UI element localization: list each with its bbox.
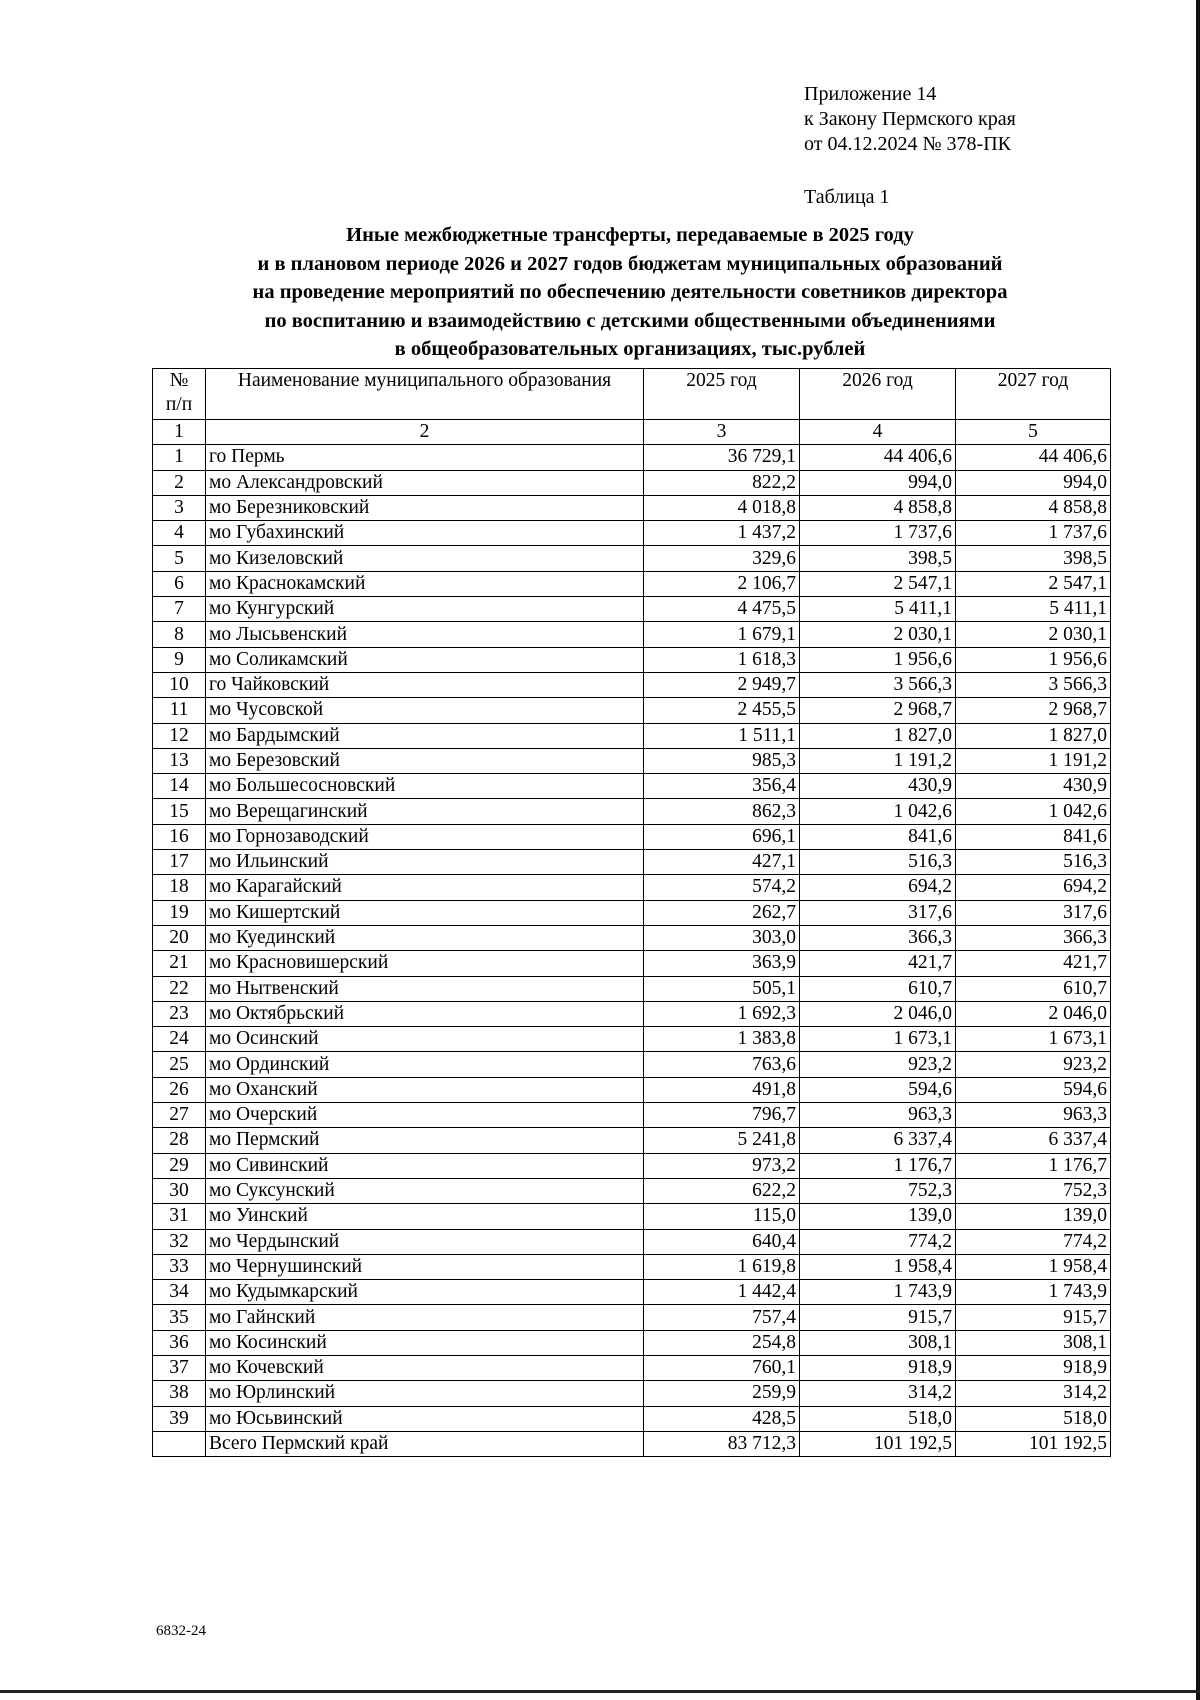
appendix-line-1: Приложение 14 [804, 83, 937, 105]
value-2026: 1 956,6 [800, 647, 956, 672]
value-2026: 398,5 [800, 546, 956, 571]
value-2025: 574,2 [644, 875, 800, 900]
table-row [153, 1254, 1111, 1279]
value-2026: 694,2 [800, 875, 956, 900]
value-2027: 1 737,6 [956, 521, 1111, 546]
municipality-name: мо Кишертский [206, 900, 644, 925]
value-2027: 918,9 [956, 1355, 1111, 1380]
value-2025: 4 018,8 [644, 495, 800, 520]
municipality-name: мо Сивинский [206, 1153, 644, 1178]
municipality-name: мо Краснокамский [206, 571, 644, 596]
value-2027: 841,6 [956, 824, 1111, 849]
row-number: 17 [153, 850, 206, 875]
table-row [153, 1381, 1111, 1406]
value-2026: 308,1 [800, 1330, 956, 1355]
table-row [153, 597, 1111, 622]
total-2027: 101 192,5 [956, 1431, 1111, 1456]
value-2025: 1 437,2 [644, 521, 800, 546]
value-2025: 505,1 [644, 976, 800, 1001]
table-row [153, 900, 1111, 925]
value-2025: 1 383,8 [644, 1027, 800, 1052]
value-2027: 317,6 [956, 900, 1111, 925]
municipality-name: мо Юрлинский [206, 1381, 644, 1406]
value-2027: 314,2 [956, 1381, 1111, 1406]
row-number: 10 [153, 672, 206, 697]
table-row [153, 470, 1111, 495]
value-2026: 1 042,6 [800, 799, 956, 824]
table-row [153, 647, 1111, 672]
value-2025: 356,4 [644, 774, 800, 799]
table-row [153, 1128, 1111, 1153]
row-number: 28 [153, 1128, 206, 1153]
table-row [153, 521, 1111, 546]
municipality-name: мо Александровский [206, 470, 644, 495]
row-number: 29 [153, 1153, 206, 1178]
value-2025: 1 618,3 [644, 647, 800, 672]
value-2026: 421,7 [800, 951, 956, 976]
table-row [153, 1077, 1111, 1102]
row-number: 35 [153, 1305, 206, 1330]
table-row [153, 1330, 1111, 1355]
value-2027: 994,0 [956, 470, 1111, 495]
row-number: 27 [153, 1103, 206, 1128]
title-line-5: в общеобразовательных организациях, тыс.рублей [394, 338, 866, 361]
value-2026: 6 337,4 [800, 1128, 956, 1153]
row-number: 7 [153, 597, 206, 622]
column-number: 3 [644, 420, 800, 445]
row-number: 13 [153, 748, 206, 773]
row-number: 23 [153, 1001, 206, 1026]
municipality-name: мо Уинский [206, 1204, 644, 1229]
row-number: 20 [153, 925, 206, 950]
value-2027: 1 958,4 [956, 1254, 1111, 1279]
table-row [153, 622, 1111, 647]
value-2025: 973,2 [644, 1153, 800, 1178]
total-2026: 101 192,5 [800, 1431, 956, 1456]
table-row [153, 799, 1111, 824]
row-number: 30 [153, 1178, 206, 1203]
total-row [153, 1431, 1111, 1456]
row-number: 22 [153, 976, 206, 1001]
value-2025: 2 106,7 [644, 571, 800, 596]
value-2027: 923,2 [956, 1052, 1111, 1077]
value-2027: 430,9 [956, 774, 1111, 799]
value-2026: 594,6 [800, 1077, 956, 1102]
row-number: 24 [153, 1027, 206, 1052]
municipality-name: мо Кочевский [206, 1355, 644, 1380]
row-number: 39 [153, 1406, 206, 1431]
value-2027: 1 827,0 [956, 723, 1111, 748]
scan-edge-bar [1196, 0, 1200, 1700]
value-2025: 796,7 [644, 1103, 800, 1128]
header-name: Наименование муниципального образования [206, 369, 644, 420]
value-2027: 774,2 [956, 1229, 1111, 1254]
value-2025: 262,7 [644, 900, 800, 925]
column-number: 2 [206, 420, 644, 445]
value-2025: 303,0 [644, 925, 800, 950]
value-2026: 1 191,2 [800, 748, 956, 773]
value-2027: 518,0 [956, 1406, 1111, 1431]
table-row [153, 445, 1111, 470]
value-2027: 1 191,2 [956, 748, 1111, 773]
municipality-name: мо Кудымкарский [206, 1280, 644, 1305]
value-2027: 610,7 [956, 976, 1111, 1001]
table-row [153, 976, 1111, 1001]
row-number: 1 [153, 445, 206, 470]
value-2026: 314,2 [800, 1381, 956, 1406]
total-number [153, 1431, 206, 1456]
row-number: 26 [153, 1077, 206, 1102]
row-number: 37 [153, 1355, 206, 1380]
table-row [153, 698, 1111, 723]
header-2025: 2025 год [644, 369, 800, 420]
title-line-3: на проведение мероприятий по обеспечению деятельности советников директора [252, 281, 1008, 304]
row-number: 33 [153, 1254, 206, 1279]
value-2025: 1 619,8 [644, 1254, 800, 1279]
municipality-name: мо Нытвенский [206, 976, 644, 1001]
municipality-name: мо Верещагинский [206, 799, 644, 824]
municipality-name: мо Лысьвенский [206, 622, 644, 647]
municipality-name: мо Осинский [206, 1027, 644, 1052]
value-2026: 430,9 [800, 774, 956, 799]
municipality-name: мо Косинский [206, 1330, 644, 1355]
value-2027: 516,3 [956, 850, 1111, 875]
title-line-1: Иные межбюджетные трансферты, передаваемые в 2025 году [346, 224, 914, 246]
row-number: 25 [153, 1052, 206, 1077]
table-row [153, 824, 1111, 849]
municipality-name: мо Карагайский [206, 875, 644, 900]
municipality-name: мо Оханский [206, 1077, 644, 1102]
row-number: 12 [153, 723, 206, 748]
value-2026: 2 547,1 [800, 571, 956, 596]
value-2025: 4 475,5 [644, 597, 800, 622]
table-row [153, 546, 1111, 571]
transfers-table [152, 368, 1111, 1457]
column-number: 5 [956, 420, 1111, 445]
value-2025: 822,2 [644, 470, 800, 495]
header-number-line-2: п/п [165, 394, 193, 415]
column-number: 4 [800, 420, 956, 445]
title-line-4: по воспитанию и взаимодействию с детскими общественными объединениями [264, 309, 996, 332]
table-row [153, 571, 1111, 596]
value-2027: 2 030,1 [956, 622, 1111, 647]
value-2025: 329,6 [644, 546, 800, 571]
total-label: Всего Пермский край [206, 1431, 644, 1456]
municipality-name: мо Кизеловский [206, 546, 644, 571]
value-2025: 760,1 [644, 1355, 800, 1380]
table-label: Таблица 1 [804, 186, 890, 208]
value-2026: 915,7 [800, 1305, 956, 1330]
value-2027: 1 176,7 [956, 1153, 1111, 1178]
value-2025: 2 949,7 [644, 672, 800, 697]
municipality-name: мо Соликамский [206, 647, 644, 672]
value-2025: 428,5 [644, 1406, 800, 1431]
column-number: 1 [153, 420, 206, 445]
value-2025: 259,9 [644, 1381, 800, 1406]
value-2027: 2 046,0 [956, 1001, 1111, 1026]
value-2025: 1 511,1 [644, 723, 800, 748]
value-2025: 363,9 [644, 951, 800, 976]
value-2027: 2 547,1 [956, 571, 1111, 596]
value-2026: 610,7 [800, 976, 956, 1001]
value-2026: 2 046,0 [800, 1001, 956, 1026]
municipality-name: мо Октябрьский [206, 1001, 644, 1026]
value-2026: 516,3 [800, 850, 956, 875]
municipality-name: мо Кунгурский [206, 597, 644, 622]
total-2025: 83 712,3 [644, 1431, 800, 1456]
row-number: 4 [153, 521, 206, 546]
table-row [153, 1103, 1111, 1128]
municipality-name: мо Бардымский [206, 723, 644, 748]
table-row [153, 774, 1111, 799]
header-number-line-1: № [169, 370, 189, 391]
municipality-name: мо Губахинский [206, 521, 644, 546]
row-number: 34 [153, 1280, 206, 1305]
value-2027: 6 337,4 [956, 1128, 1111, 1153]
row-number: 19 [153, 900, 206, 925]
value-2026: 2 968,7 [800, 698, 956, 723]
value-2026: 918,9 [800, 1355, 956, 1380]
municipality-name: мо Березовский [206, 748, 644, 773]
value-2027: 1 743,9 [956, 1280, 1111, 1305]
municipality-name: го Пермь [206, 445, 644, 470]
value-2025: 1 442,4 [644, 1280, 800, 1305]
row-number: 14 [153, 774, 206, 799]
value-2025: 5 241,8 [644, 1128, 800, 1153]
row-number: 6 [153, 571, 206, 596]
table-row [153, 1001, 1111, 1026]
value-2027: 3 566,3 [956, 672, 1111, 697]
table-row [153, 925, 1111, 950]
table-row [153, 495, 1111, 520]
value-2025: 763,6 [644, 1052, 800, 1077]
value-2026: 841,6 [800, 824, 956, 849]
value-2026: 963,3 [800, 1103, 956, 1128]
municipality-name: мо Ординский [206, 1052, 644, 1077]
value-2027: 1 673,1 [956, 1027, 1111, 1052]
table-row [153, 748, 1111, 773]
municipality-name: мо Юсьвинский [206, 1406, 644, 1431]
table-row [153, 1280, 1111, 1305]
row-number: 32 [153, 1229, 206, 1254]
title-line-2: и в плановом периоде 2026 и 2027 годов бюджетам муниципальных образований [257, 252, 1003, 275]
row-number: 36 [153, 1330, 206, 1355]
value-2026: 1 958,4 [800, 1254, 956, 1279]
row-number: 11 [153, 698, 206, 723]
value-2026: 1 827,0 [800, 723, 956, 748]
row-number: 15 [153, 799, 206, 824]
table-row [153, 1153, 1111, 1178]
value-2026: 3 566,3 [800, 672, 956, 697]
table-row [153, 1204, 1111, 1229]
value-2026: 2 030,1 [800, 622, 956, 647]
municipality-name: мо Березниковский [206, 495, 644, 520]
value-2027: 963,3 [956, 1103, 1111, 1128]
value-2027: 752,3 [956, 1178, 1111, 1203]
value-2027: 139,0 [956, 1204, 1111, 1229]
header-2026: 2026 год [800, 369, 956, 420]
value-2027: 915,7 [956, 1305, 1111, 1330]
value-2027: 1 956,6 [956, 647, 1111, 672]
value-2025: 254,8 [644, 1330, 800, 1355]
value-2026: 1 176,7 [800, 1153, 956, 1178]
value-2027: 1 042,6 [956, 799, 1111, 824]
row-number: 8 [153, 622, 206, 647]
header-number [153, 369, 206, 420]
value-2025: 36 729,1 [644, 445, 800, 470]
value-2025: 985,3 [644, 748, 800, 773]
value-2027: 44 406,6 [956, 445, 1111, 470]
value-2027: 594,6 [956, 1077, 1111, 1102]
table-body [153, 445, 1111, 1457]
municipality-name: мо Чусовской [206, 698, 644, 723]
table-row [153, 850, 1111, 875]
value-2026: 774,2 [800, 1229, 956, 1254]
municipality-name: мо Суксунский [206, 1178, 644, 1203]
table-header-row [153, 369, 1111, 420]
footer-document-code: 6832-24 [156, 1623, 206, 1639]
value-2026: 44 406,6 [800, 445, 956, 470]
value-2025: 862,3 [644, 799, 800, 824]
value-2027: 694,2 [956, 875, 1111, 900]
municipality-name: мо Гайнский [206, 1305, 644, 1330]
row-number: 16 [153, 824, 206, 849]
value-2026: 139,0 [800, 1204, 956, 1229]
value-2027: 398,5 [956, 546, 1111, 571]
value-2025: 696,1 [644, 824, 800, 849]
row-number: 31 [153, 1204, 206, 1229]
value-2026: 4 858,8 [800, 495, 956, 520]
value-2025: 427,1 [644, 850, 800, 875]
row-number: 21 [153, 951, 206, 976]
table-row [153, 875, 1111, 900]
value-2025: 491,8 [644, 1077, 800, 1102]
municipality-name: мо Пермский [206, 1128, 644, 1153]
municipality-name: мо Горнозаводский [206, 824, 644, 849]
value-2026: 752,3 [800, 1178, 956, 1203]
municipality-name: мо Красновишерский [206, 951, 644, 976]
table-row [153, 1178, 1111, 1203]
document-title [150, 221, 1110, 364]
value-2025: 622,2 [644, 1178, 800, 1203]
row-number: 38 [153, 1381, 206, 1406]
value-2026: 518,0 [800, 1406, 956, 1431]
value-2027: 308,1 [956, 1330, 1111, 1355]
value-2026: 1 673,1 [800, 1027, 956, 1052]
municipality-name: го Чайковский [206, 672, 644, 697]
municipality-name: мо Очерский [206, 1103, 644, 1128]
table-row [153, 672, 1111, 697]
table-row [153, 1052, 1111, 1077]
table-row [153, 1229, 1111, 1254]
value-2026: 5 411,1 [800, 597, 956, 622]
row-number: 2 [153, 470, 206, 495]
municipality-name: мо Ильинский [206, 850, 644, 875]
municipality-name: мо Куединский [206, 925, 644, 950]
municipality-name: мо Большесосновский [206, 774, 644, 799]
value-2025: 1 692,3 [644, 1001, 800, 1026]
table-row [153, 1027, 1111, 1052]
table-row [153, 1406, 1111, 1431]
value-2026: 923,2 [800, 1052, 956, 1077]
value-2027: 4 858,8 [956, 495, 1111, 520]
appendix-line-2: к Закону Пермского края [804, 108, 1016, 130]
row-number: 5 [153, 546, 206, 571]
value-2027: 366,3 [956, 925, 1111, 950]
value-2027: 5 411,1 [956, 597, 1111, 622]
value-2026: 994,0 [800, 470, 956, 495]
value-2025: 115,0 [644, 1204, 800, 1229]
value-2027: 421,7 [956, 951, 1111, 976]
column-number-row [153, 420, 1111, 445]
row-number: 18 [153, 875, 206, 900]
value-2026: 366,3 [800, 925, 956, 950]
header-2027: 2027 год [956, 369, 1111, 420]
table-row [153, 1355, 1111, 1380]
value-2026: 317,6 [800, 900, 956, 925]
value-2026: 1 743,9 [800, 1280, 956, 1305]
value-2025: 1 679,1 [644, 622, 800, 647]
appendix-header [804, 82, 1016, 157]
value-2026: 1 737,6 [800, 521, 956, 546]
value-2025: 2 455,5 [644, 698, 800, 723]
row-number: 3 [153, 495, 206, 520]
municipality-name: мо Чернушинский [206, 1254, 644, 1279]
value-2027: 2 968,7 [956, 698, 1111, 723]
row-number: 9 [153, 647, 206, 672]
table-row [153, 1305, 1111, 1330]
appendix-line-3: от 04.12.2024 № 378-ПК [804, 133, 1012, 155]
table-row [153, 951, 1111, 976]
value-2025: 757,4 [644, 1305, 800, 1330]
scan-bottom-line [0, 1690, 1200, 1693]
table-row [153, 723, 1111, 748]
value-2025: 640,4 [644, 1229, 800, 1254]
municipality-name: мо Чердынский [206, 1229, 644, 1254]
